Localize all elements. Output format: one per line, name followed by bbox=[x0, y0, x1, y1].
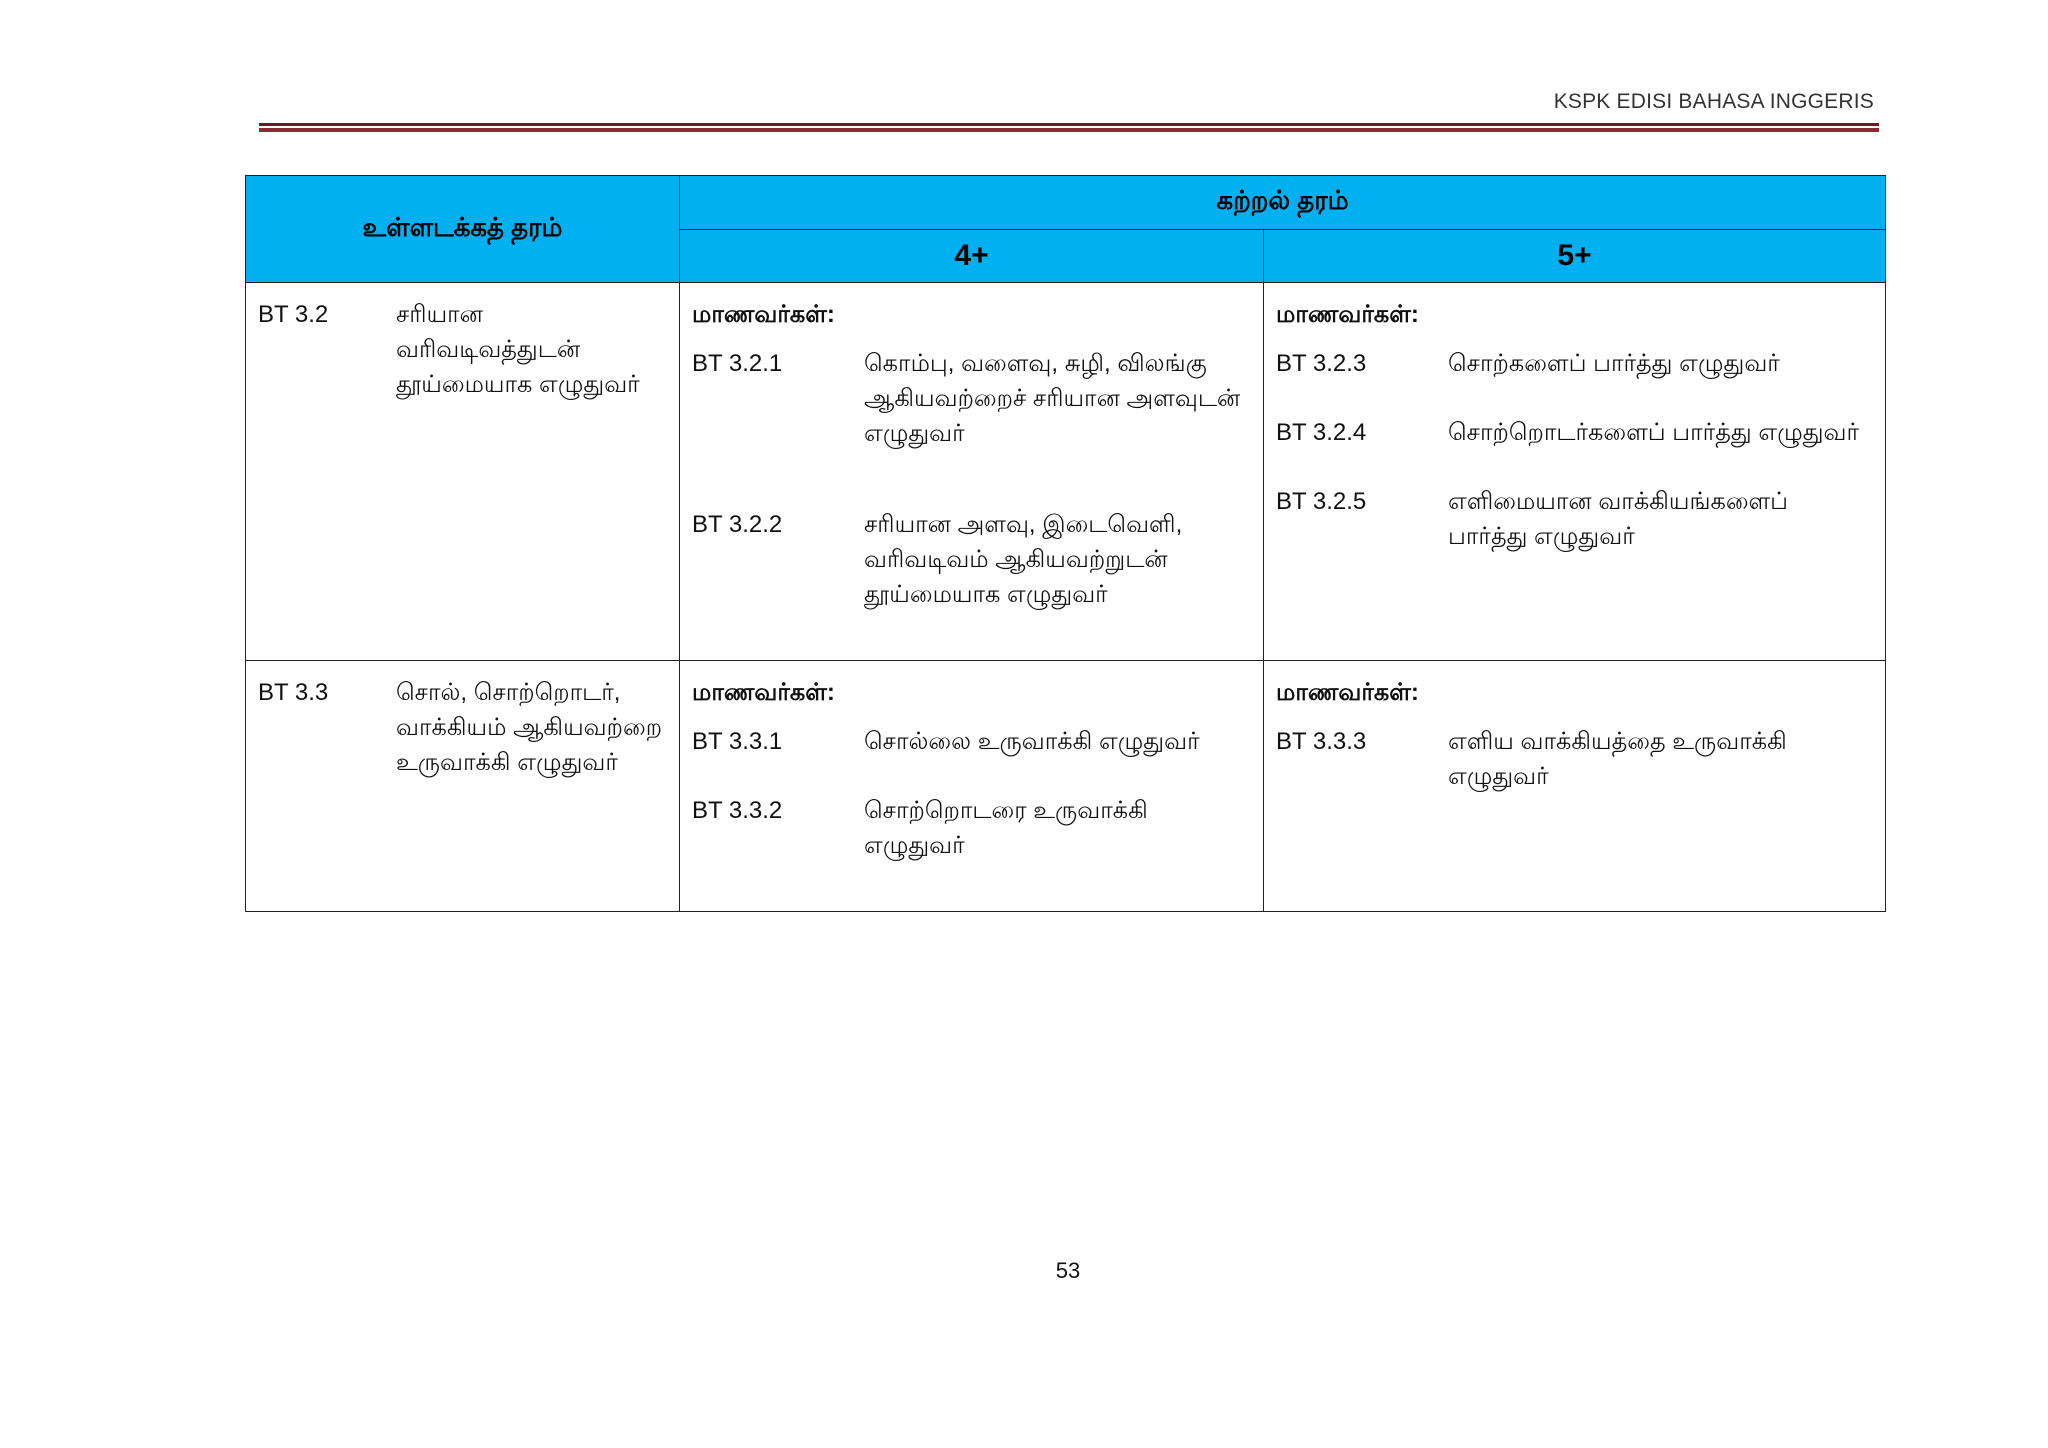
list-item bbox=[692, 507, 1251, 612]
list-item bbox=[1276, 484, 1873, 554]
standard-code: BT 3.3 bbox=[258, 679, 329, 706]
document-header: KSPK EDISI BAHASA INGGERIS bbox=[1553, 90, 1874, 113]
students-label: மாணவர்கள்: bbox=[692, 301, 835, 328]
list-item bbox=[692, 793, 1251, 863]
item-text: கொம்பு, வளைவு, சுழி, விலங்கு ஆகியவற்றைச் சரியான அளவுடன் எழுதுவர் bbox=[864, 350, 1241, 447]
level-4-header: 4+ bbox=[680, 229, 1264, 283]
level-5-cell bbox=[1264, 283, 1885, 602]
item-code: BT 3.3.1 bbox=[692, 728, 783, 755]
page-number: 53 bbox=[1055, 1258, 1081, 1283]
content-standard-cell bbox=[246, 283, 679, 416]
item-text: எளிமையான வாக்கியங்களைப் பார்த்து எழுதுவர் bbox=[1448, 488, 1789, 550]
students-label: மாணவர்கள்: bbox=[1276, 679, 1419, 706]
list-item bbox=[1276, 415, 1873, 450]
item-text: சொற்றொடர்களைப் பார்த்து எழுதுவர் bbox=[1448, 419, 1860, 446]
item-code: BT 3.2.2 bbox=[692, 511, 783, 538]
item-code: BT 3.2.4 bbox=[1276, 419, 1367, 446]
level-4-cell bbox=[680, 661, 1263, 911]
item-code: BT 3.2.3 bbox=[1276, 350, 1367, 377]
list-item bbox=[1276, 724, 1873, 794]
level-5-cell bbox=[1264, 661, 1885, 842]
learning-standard-header: கற்றல் தரம் bbox=[680, 176, 1886, 230]
item-text: சொல்லை உருவாக்கி எழுதுவர் bbox=[864, 728, 1200, 755]
table-row bbox=[246, 661, 1886, 912]
level-5-header: 5+ bbox=[1264, 229, 1886, 283]
students-label: மாணவர்கள்: bbox=[692, 679, 835, 706]
content-standard-header: உள்ளடக்கத் தரம் bbox=[246, 176, 680, 283]
item-code: BT 3.2.5 bbox=[1276, 488, 1367, 515]
item-text: எளிய வாக்கியத்தை உருவாக்கி எழுதுவர் bbox=[1448, 728, 1787, 790]
content-standard-cell bbox=[246, 661, 679, 794]
standard-code: BT 3.2 bbox=[258, 301, 329, 328]
standard-text: சொல், சொற்றொடர், வாக்கியம் ஆகியவற்றை உருவாக்கி எழுதுவர் bbox=[396, 679, 663, 776]
standard-text: சரியான வரிவடிவத்துடன் தூய்மையாக எழுதுவர் bbox=[396, 301, 640, 398]
item-code: BT 3.2.1 bbox=[692, 350, 783, 377]
students-label: மாணவர்கள்: bbox=[1276, 301, 1419, 328]
list-item bbox=[692, 346, 1251, 451]
list-item bbox=[692, 724, 1251, 759]
item-text: சொற்றொடரை உருவாக்கி எழுதுவர் bbox=[864, 797, 1148, 859]
list-item bbox=[1276, 346, 1873, 381]
item-code: BT 3.3.2 bbox=[692, 797, 783, 824]
item-text: சரியான அளவு, இடைவெளி, வரிவடிவம் ஆகியவற்றுடன் தூய்மையாக எழுதுவர் bbox=[864, 511, 1183, 608]
header-divider bbox=[259, 123, 1879, 132]
level-4-cell bbox=[680, 283, 1263, 660]
item-text: சொற்களைப் பார்த்து எழுதுவர் bbox=[1448, 350, 1780, 377]
item-code: BT 3.3.3 bbox=[1276, 728, 1367, 755]
table-row bbox=[246, 283, 1886, 661]
standards-table bbox=[245, 175, 1886, 912]
